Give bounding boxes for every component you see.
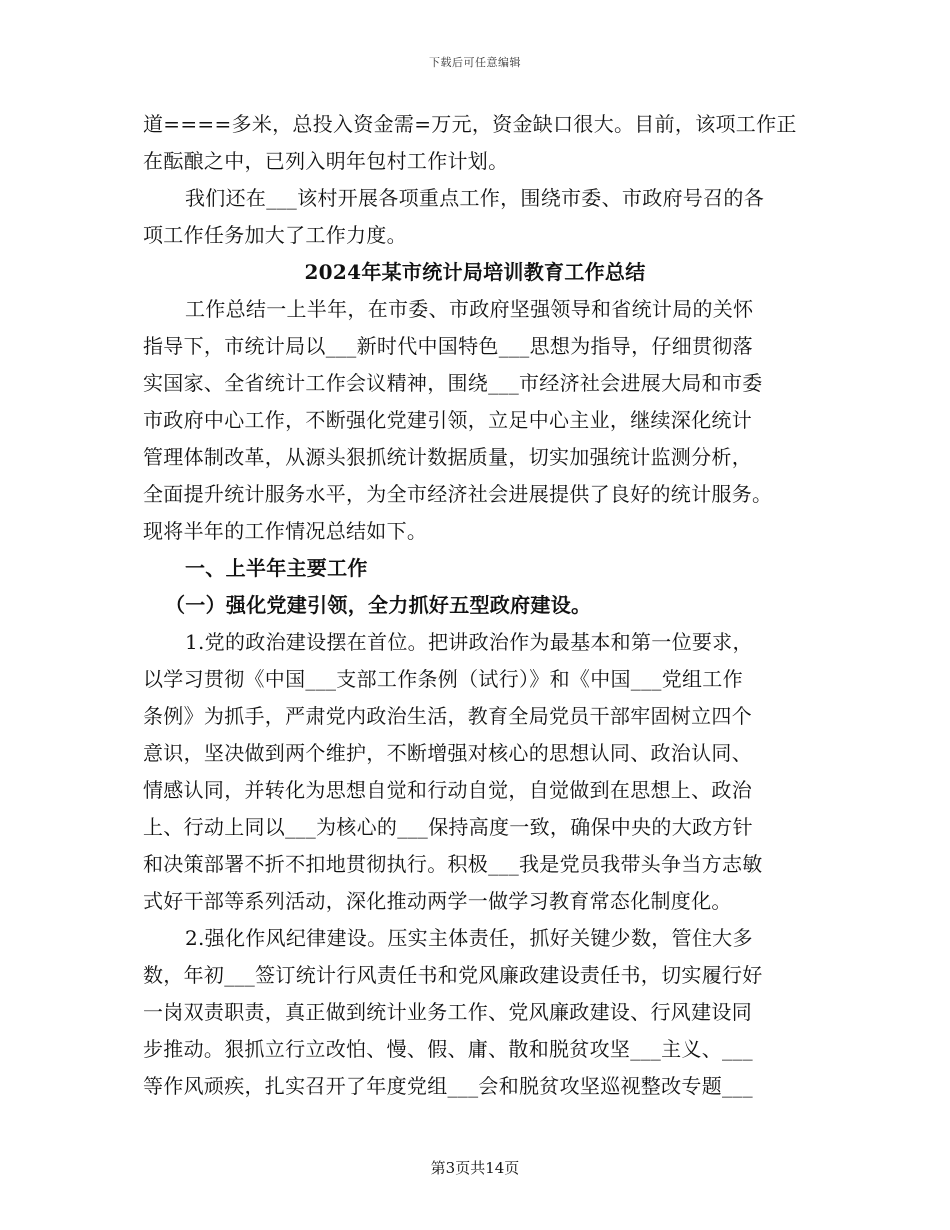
paragraph-start: 工作总结一上半年，在市委、市政府坚强领导和省统计局的关怀 [185,297,754,321]
body-line: 条例》为抓手，严肃党内政治生活，教育全局党员干部牢固树立四个 [143,704,752,728]
body-line: 现将半年的工作情况总结如下。 [143,519,428,543]
document-title: 2024年某市统计局培训教育工作总结 [304,260,646,284]
document-body [143,106,807,1105]
page-header-note: 下载后可任意编辑 [429,56,521,69]
body-line: 一岗双责职责，真正做到统计业务工作、党风廉政建设、行风建设同 [143,1000,752,1024]
page-footer: 第3页共14页 [430,1159,520,1177]
paragraph-start: 我们还在___该村开展各项重点工作，围绕市委、市政府号召的各 [185,186,764,210]
body-line: 管理体制改革，从源头狠抓统计数据质量，切实加强统计监测分析， [143,445,752,469]
body-line: 道====多米，总投入资金需=万元，资金缺口很大。目前，该项工作正 [143,112,797,136]
section-heading: 一、上半年主要工作 [185,556,368,580]
body-line: 市政府中心工作，不断强化党建引领，立足中心主业，继续深化统计 [143,408,752,432]
body-line: 等作风顽疾，扎实召开了年度党组___会和脱贫攻坚巡视整改专题___ [143,1074,753,1098]
paragraph-start: 2.强化作风纪律建设。压实主体责任，抓好关键少数，管住大多 [185,926,753,950]
body-line: 在酝酿之中，已列入明年包村工作计划。 [143,149,509,173]
paragraph-start: 1.党的政治建设摆在首位。把讲政治作为最基本和第一位要求， [185,630,753,654]
body-line: 上、行动上同以___为核心的___保持高度一致，确保中央的大政方针 [143,815,753,839]
body-line: 数，年初___签订统计行风责任书和党风廉政建设责任书，切实履行好 [143,963,763,987]
body-line: 指导下，市统计局以___新时代中国特色___思想为指导，仔细贯彻落 [143,334,753,358]
body-line: 以学习贯彻《中国___支部工作条例（试行）》和《中国___党组工作 [143,667,743,691]
body-line: 和决策部署不折不扣地贯彻执行。积极___我是党员我带头争当方志敏 [143,852,763,876]
body-line: 意识，坚决做到两个维护，不断增强对核心的思想认同、政治认同、 [143,741,752,765]
body-line: 实国家、全省统计工作会议精神，围绕___市经济社会进展大局和市委 [143,371,763,395]
body-line: 全面提升统计服务水平，为全市经济社会进展提供了良好的统计服务。 [143,482,773,506]
body-line: 式好干部等系列活动，深化推动两学一做学习教育常态化制度化。 [143,889,732,913]
body-line: 情感认同，并转化为思想自觉和行动自觉，自觉做到在思想上、政治 [143,778,752,802]
body-line: 步推动。狠抓立行立改怕、慢、假、庸、散和脱贫攻坚___主义、___ [143,1037,753,1061]
body-line: 项工作任务加大了工作力度。 [143,223,407,247]
subsection-heading: （一）强化党建引领，全力抓好五型政府建设。 [165,593,592,617]
